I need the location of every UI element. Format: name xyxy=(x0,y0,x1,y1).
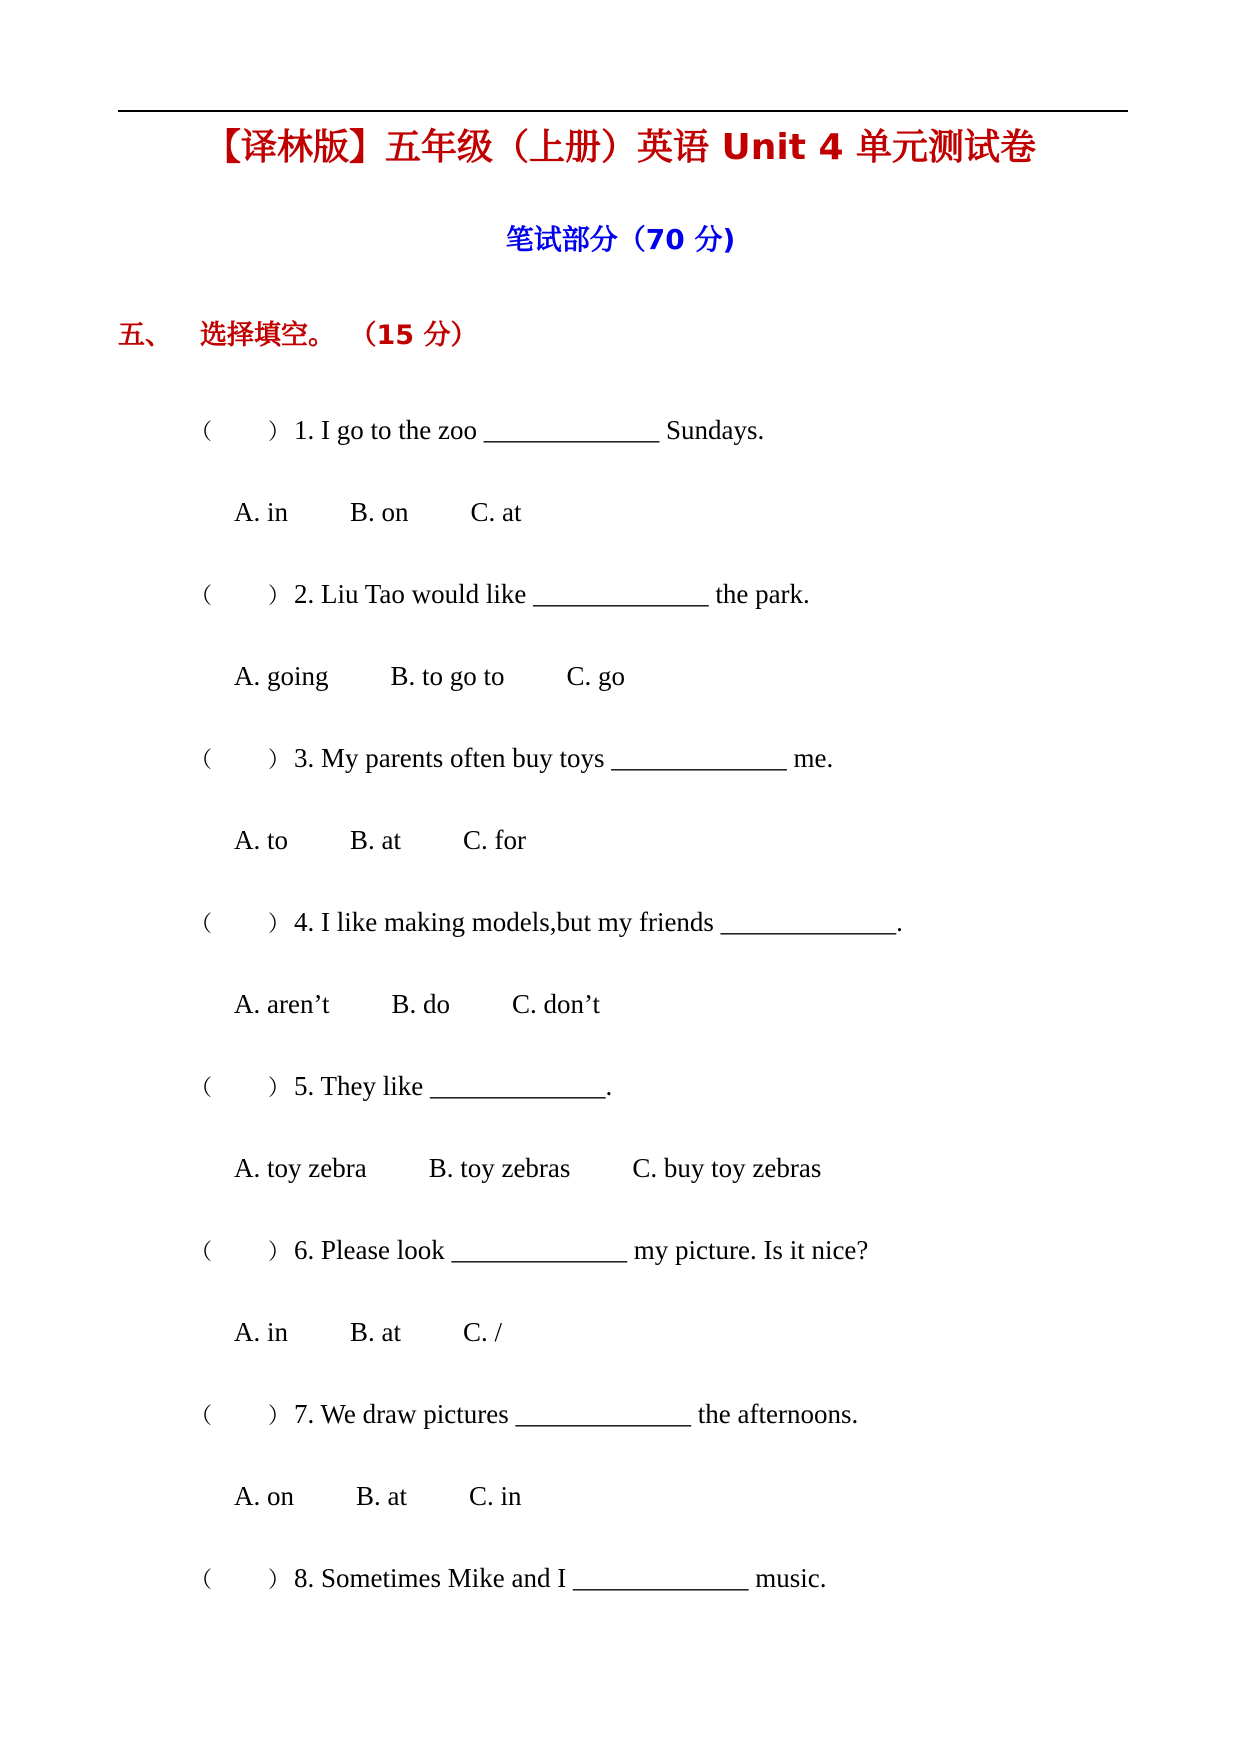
answer-option: C. at xyxy=(470,497,522,527)
question-item xyxy=(0,572,1241,736)
question-stem xyxy=(190,1228,868,1272)
answer-option: A. on xyxy=(234,1481,294,1511)
answer-paren-close: ） xyxy=(268,1568,291,1593)
answer-option: B. to go to xyxy=(390,661,505,691)
question-list xyxy=(0,408,1241,1720)
question-item xyxy=(0,1556,1241,1720)
question-text: 3. My parents often buy toys _____________ me. xyxy=(294,743,834,773)
option-row xyxy=(234,1146,883,1190)
answer-option: B. toy zebras xyxy=(428,1153,571,1183)
answer-option: C. for xyxy=(463,825,526,855)
answer-paren-close: ） xyxy=(268,912,291,937)
answer-paren-open: （ xyxy=(190,1404,213,1429)
answer-option: C. go xyxy=(566,661,626,691)
section-name: 选择填空。 xyxy=(200,320,335,351)
answer-paren-close: ） xyxy=(268,1404,291,1429)
answer-paren-close: ） xyxy=(268,1240,291,1265)
question-text: 8. Sometimes Mike and I _____________ music. xyxy=(294,1563,827,1593)
answer-option: C. buy toy zebras xyxy=(632,1153,822,1183)
answer-option: A. in xyxy=(234,1317,288,1347)
answer-option: C. don’t xyxy=(511,989,600,1019)
question-stem xyxy=(190,572,810,616)
section-number: 五、 xyxy=(118,320,172,351)
question-stem xyxy=(190,900,903,944)
question-item xyxy=(0,736,1241,900)
question-stem xyxy=(190,1556,826,1600)
answer-paren-open: （ xyxy=(190,420,213,445)
option-row xyxy=(234,818,588,862)
answer-paren-open: （ xyxy=(190,584,213,609)
question-item xyxy=(0,408,1241,572)
option-row xyxy=(234,982,662,1026)
question-text: 2. Liu Tao would like _____________ the park. xyxy=(294,579,810,609)
question-item xyxy=(0,1064,1241,1228)
question-stem xyxy=(190,1392,858,1436)
answer-option: A. to xyxy=(234,825,288,855)
option-row xyxy=(234,654,687,698)
answer-paren-open: （ xyxy=(190,748,213,773)
question-item xyxy=(0,900,1241,1064)
header-rule xyxy=(118,110,1128,112)
answer-paren-close: ） xyxy=(268,420,291,445)
answer-option: B. do xyxy=(391,989,450,1019)
answer-option: A. aren’t xyxy=(234,989,330,1019)
answer-paren-open: （ xyxy=(190,1076,213,1101)
answer-option: C. / xyxy=(463,1317,503,1347)
question-text: 4. I like making models,but my friends _____________. xyxy=(294,907,903,937)
page-title: 【译林版】五年级（上册）英语 Unit 4 单元测试卷 xyxy=(204,127,1037,168)
question-stem xyxy=(190,1064,612,1108)
question-text: 1. I go to the zoo _____________ Sundays. xyxy=(294,415,765,445)
answer-option: B. on xyxy=(350,497,409,527)
option-row xyxy=(234,1474,584,1518)
answer-paren-close: ） xyxy=(268,584,291,609)
question-item xyxy=(0,1392,1241,1556)
option-row xyxy=(234,490,584,534)
answer-option: C. in xyxy=(469,1481,522,1511)
answer-option: B. at xyxy=(350,1317,401,1347)
option-row xyxy=(234,1310,564,1354)
section-heading xyxy=(118,316,477,356)
answer-option: A. going xyxy=(234,661,329,691)
question-item xyxy=(0,1228,1241,1392)
page-subtitle: 笔试部分（70 分) xyxy=(505,223,736,256)
question-stem xyxy=(190,408,764,452)
answer-paren-close: ） xyxy=(268,1076,291,1101)
section-score: （15 分） xyxy=(363,320,478,351)
question-text: 7. We draw pictures _____________ the afternoons. xyxy=(294,1399,859,1429)
answer-paren-open: （ xyxy=(190,1240,213,1265)
answer-paren-open: （ xyxy=(190,1568,213,1593)
question-text: 5. They like _____________. xyxy=(294,1071,613,1101)
answer-paren-open: （ xyxy=(190,912,213,937)
answer-option: A. toy zebra xyxy=(234,1153,367,1183)
answer-option: A. in xyxy=(234,497,288,527)
answer-option: B. at xyxy=(350,825,401,855)
question-text: 6. Please look _____________ my picture. Is it nice? xyxy=(294,1235,869,1265)
answer-option: B. at xyxy=(356,1481,407,1511)
answer-paren-close: ） xyxy=(268,748,291,773)
question-stem xyxy=(190,736,833,780)
